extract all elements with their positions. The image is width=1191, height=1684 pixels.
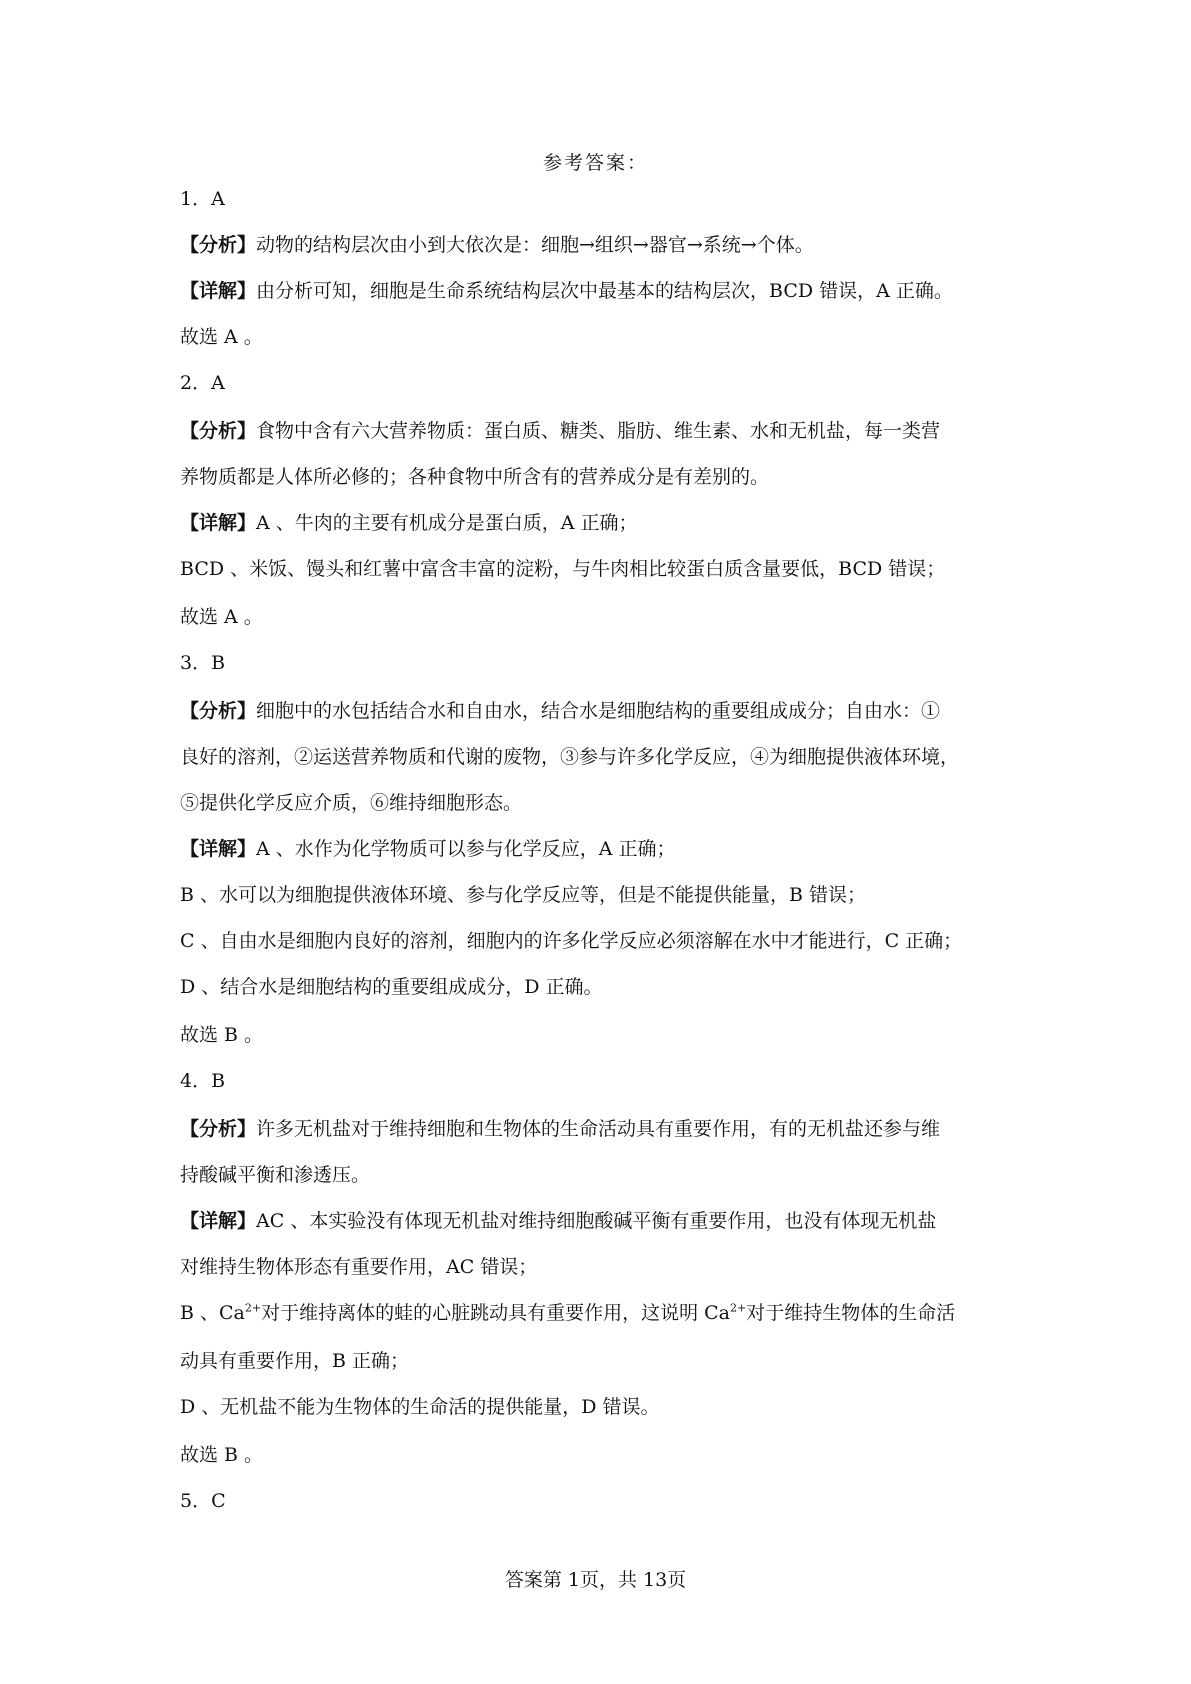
q1-analysis [180,232,1030,258]
detail-tag: 【详解】 [180,280,257,302]
q2-detail-text-1: A 、牛肉的主要有机成分是蛋白质，A 正确； [256,512,638,534]
q4-detail-line-1 [180,1208,1030,1234]
q4-choose: 故选 B 。 [180,1444,264,1466]
q4-analysis-line-1 [180,1116,1030,1142]
q5-number: 5．C [180,1490,226,1512]
q2-detail-line-1 [180,510,1030,536]
q2-analysis-line-2: 养物质都是人体所必修的；各种食物中所含有的营养成分是有差别的。 [180,466,770,488]
q3-analysis-line-2: 良好的溶剂，②运送营养物质和代谢的废物，③参与许多化学反应，④为细胞提供液体环境， [180,746,960,768]
answer-content [180,186,1030,1514]
q3-detail-line-2: B 、水可以为细胞提供液体环境、参与化学反应等，但是不能提供能量，B 错误； [180,884,867,906]
q4-detail-line-2: 对维持生物体形态有重要作用，AC 错误； [180,1256,538,1278]
analysis-tag: 【分析】 [180,420,257,442]
q3-detail-line-1 [180,836,1030,862]
detail-tag: 【详解】 [180,512,257,534]
analysis-tag: 【分析】 [180,234,257,256]
q4-detail-line-5: D 、无机盐不能为生物体的生命活的提供能量，D 错误。 [180,1396,660,1418]
q2-number: 2．A [180,372,225,394]
q1-detail-text: 由分析可知，细胞是生命系统结构层次中最基本的结构层次，BCD 错误，A 正确。 [256,280,953,302]
detail-tag: 【详解】 [180,838,257,860]
q3-detail-line-4: D 、结合水是细胞结构的重要组成成分，D 正确。 [180,976,603,998]
q3-choose: 故选 B 。 [180,1024,264,1046]
q4-analysis-line-2: 持酸碱平衡和渗透压。 [180,1164,371,1186]
q1-choose: 故选 A 。 [180,326,263,348]
q1-detail [180,278,1030,304]
q2-choose: 故选 A 。 [180,606,263,628]
page-title: 参考答案： [542,152,648,174]
calcium-charge: 2+ [730,1301,747,1315]
q4-detail-text-1: AC 、本实验没有体现无机盐对维持细胞酸碱平衡有重要作用，也没有体现无机盐 [256,1210,937,1232]
q2-analysis-line-1 [180,418,1030,444]
detail-tag: 【详解】 [180,1210,257,1232]
q3-detail-text-1: A 、水作为化学物质可以参与化学反应，A 正确； [256,838,676,860]
q1-number: 1．A [180,188,225,210]
q3-analysis-line-3: ⑤提供化学反应介质，⑥维持细胞形态。 [180,792,523,814]
q4-analysis-text-1: 许多无机盐对于维持细胞和生物体的生命活动具有重要作用，有的无机盐还参与维 [256,1118,941,1140]
q4-number: 4．B [180,1070,226,1092]
q3-analysis-line-1 [180,698,1030,724]
q3-analysis-text-1: 细胞中的水包括结合水和自由水，结合水是细胞结构的重要组成成分；自由水：① [256,700,941,722]
analysis-tag: 【分析】 [180,1118,257,1140]
q4-detail-text-3c: 对于维持生物体的生命活 [746,1302,956,1324]
q4-detail-line-3 [180,1300,1030,1326]
analysis-tag: 【分析】 [180,700,257,722]
q2-detail-line-2: BCD 、米饭、馒头和红薯中富含丰富的淀粉，与牛肉相比较蛋白质含量要低，BCD 错误； [180,558,946,580]
q3-number: 3．B [180,652,226,674]
page-footer: 答案第 1页，共 13页 [504,1569,687,1591]
q1-analysis-text: 动物的结构层次由小到大依次是：细胞→组织→器官→系统→个体。 [256,234,814,256]
calcium-charge: 2+ [244,1301,262,1315]
q4-detail-line-4: 动具有重要作用，B 正确； [180,1350,410,1372]
q4-detail-text-3b: 对于维持离体的蛙的心脏跳动具有重要作用，这说明 Ca [261,1302,730,1324]
q2-analysis-text-1: 食物中含有六大营养物质：蛋白质、糖类、脂肪、维生素、水和无机盐，每一类营 [256,420,941,442]
q4-detail-text-3a: B 、Ca [180,1302,245,1324]
q3-detail-line-3: C 、自由水是细胞内良好的溶剂，细胞内的许多化学反应必须溶解在水中才能进行，C 正确； [180,930,963,952]
